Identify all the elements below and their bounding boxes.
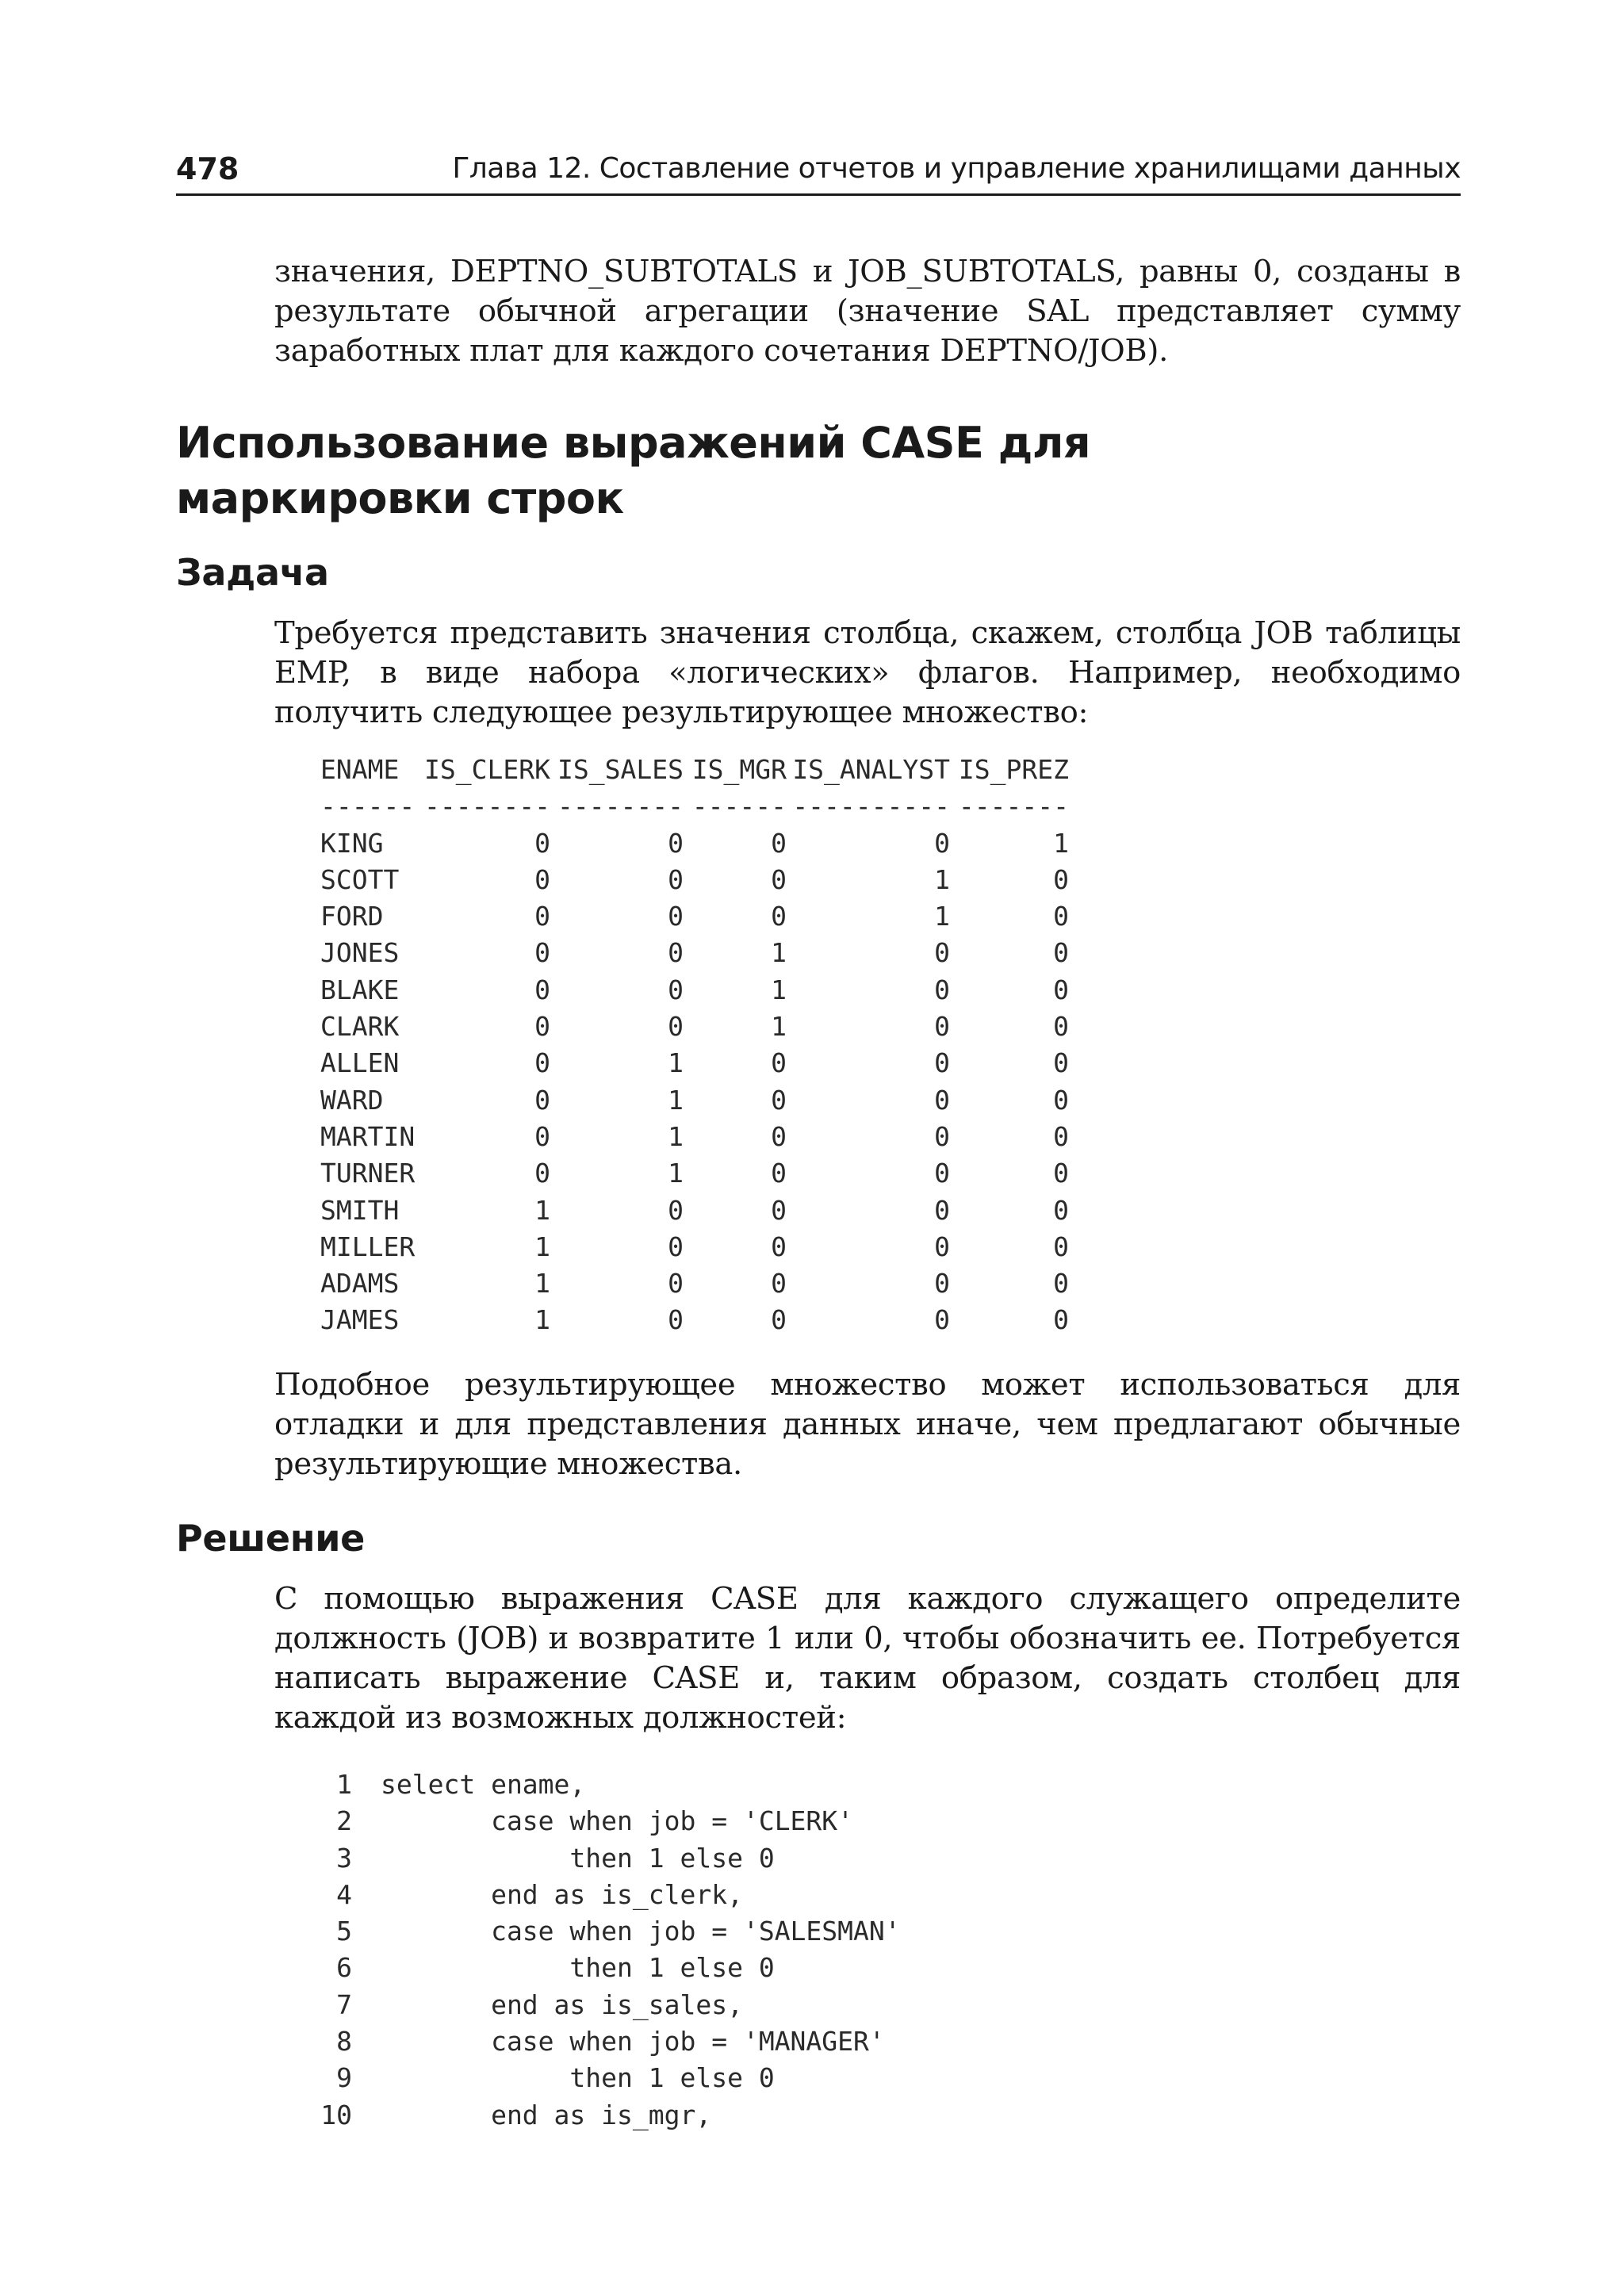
flag-cell: 0	[934, 1304, 950, 1336]
flag-cell: 1	[771, 937, 787, 969]
flag-cell: 0	[934, 1268, 950, 1300]
code-listing	[320, 1767, 1193, 2134]
code-text: case when job = 'SALESMAN'	[381, 1916, 901, 1947]
flag-cell: 0	[668, 974, 684, 1005]
table-row	[320, 972, 1069, 1009]
page-number: 478	[176, 151, 239, 186]
ename-cell: KING	[320, 827, 384, 859]
line-number: 6	[336, 1952, 352, 1984]
flag-cell: 0	[771, 1158, 787, 1189]
result-table-body	[320, 825, 1069, 1339]
flag-cell: 0	[934, 937, 950, 969]
flag-cell: 0	[534, 1084, 550, 1116]
table-row	[320, 825, 1069, 862]
flag-cell: 1	[534, 1231, 550, 1262]
table-row	[320, 1302, 1069, 1338]
flag-cell: 0	[534, 974, 550, 1005]
flag-cell: 0	[1053, 1120, 1069, 1152]
flag-cell: 0	[668, 1231, 684, 1262]
separator: ------	[691, 790, 787, 822]
flag-cell: 0	[934, 1194, 950, 1226]
code-text: case when job = 'MANAGER'	[381, 2026, 885, 2058]
problem-heading: Задача	[176, 551, 329, 594]
code-line	[320, 2097, 1193, 2134]
ename-cell: JONES	[320, 937, 400, 969]
problem-paragraph: Требуется представить значения столбца, скажем, столбца JOB таблицы EMP, в виде набора «логических» флагов. Например, необходимо получить следующее результирующее множество:	[274, 615, 1461, 730]
flag-cell: 0	[668, 1011, 684, 1043]
flag-cell: 0	[771, 863, 787, 895]
flag-cell: 0	[668, 1268, 684, 1300]
table-row	[320, 1045, 1069, 1081]
flag-cell: 0	[934, 1120, 950, 1152]
flag-cell: 0	[934, 974, 950, 1005]
flag-cell: 0	[668, 901, 684, 932]
flag-cell: 1	[534, 1268, 550, 1300]
flag-cell: 0	[771, 901, 787, 932]
flag-cell: 1	[668, 1084, 684, 1116]
code-text: end as is_sales,	[381, 1989, 743, 2020]
page-header	[176, 149, 1461, 196]
flag-cell: 0	[771, 1231, 787, 1262]
followup-paragraph: Подобное результирующее множество может использоваться для отладки и для представления данных иначе, чем предлагают обычные результирующие множества.	[274, 1367, 1461, 1482]
ename-cell: WARD	[320, 1084, 384, 1116]
separator: ----------	[792, 790, 950, 822]
flag-cell: 0	[534, 863, 550, 895]
table-header-row	[320, 752, 1069, 788]
line-number: 2	[336, 1805, 352, 1837]
flag-cell: 0	[771, 1304, 787, 1336]
table-row	[320, 1082, 1069, 1119]
ename-cell: ALLEN	[320, 1047, 400, 1079]
line-number: 4	[336, 1878, 352, 1910]
intro-paragraph: значения, DEPTNO_SUBTOTALS и JOB_SUBTOTALS, равны 0, созданы в результате обычной агрегации (значение SAL представляет сумму заработных плат для каждого сочетания DEPTNO/JOB).	[274, 254, 1461, 369]
code-line	[320, 2023, 1193, 2060]
column-header: IS_SALES	[557, 754, 684, 785]
flag-cell: 0	[934, 1011, 950, 1043]
flag-cell: 0	[771, 1194, 787, 1226]
table-row	[320, 1009, 1069, 1045]
column-header: IS_MGR	[691, 754, 787, 785]
flag-cell: 0	[771, 827, 787, 859]
ename-cell: SMITH	[320, 1194, 400, 1226]
line-number: 10	[320, 2099, 352, 2130]
running-head: Глава 12. Составление отчетов и управление хранилищами данных	[452, 152, 1461, 185]
flag-cell: 0	[934, 1047, 950, 1079]
table-row	[320, 1192, 1069, 1229]
flag-cell: 0	[668, 827, 684, 859]
flag-cell: 1	[668, 1158, 684, 1189]
column-header: IS_ANALYST	[792, 754, 950, 785]
table-row	[320, 862, 1069, 898]
code-text: then 1 else 0	[381, 2062, 775, 2094]
table-row	[320, 1265, 1069, 1302]
ename-cell: BLAKE	[320, 974, 400, 1005]
flag-cell: 0	[534, 1120, 550, 1152]
flag-cell: 1	[534, 1304, 550, 1336]
flag-cell: 0	[1053, 974, 1069, 1005]
flag-cell: 0	[771, 1084, 787, 1116]
flag-cell: 0	[668, 863, 684, 895]
flag-cell: 0	[1053, 863, 1069, 895]
separator: --------	[424, 790, 550, 822]
flag-cell: 0	[771, 1268, 787, 1300]
flag-cell: 1	[934, 901, 950, 932]
flag-cell: 0	[534, 901, 550, 932]
ename-cell: SCOTT	[320, 863, 400, 895]
ename-cell: MILLER	[320, 1231, 416, 1262]
flag-cell: 1	[771, 974, 787, 1005]
line-number: 9	[336, 2062, 352, 2094]
section-title: Использование выражений CASE для маркировки строк	[176, 418, 1091, 523]
code-line	[320, 1877, 1193, 1913]
flag-cell: 0	[1053, 937, 1069, 969]
flag-cell: 1	[934, 863, 950, 895]
flag-cell: 0	[668, 1304, 684, 1336]
flag-cell: 0	[1053, 1194, 1069, 1226]
table-row	[320, 898, 1069, 935]
separator: ------	[320, 790, 416, 822]
flag-cell: 1	[1053, 827, 1069, 859]
flag-cell: 0	[1053, 1304, 1069, 1336]
line-number: 5	[336, 1916, 352, 1947]
code-line	[320, 1840, 1193, 1877]
line-number: 8	[336, 2026, 352, 2058]
code-line	[320, 1987, 1193, 2023]
flag-cell: 0	[1053, 1158, 1069, 1189]
code-line	[320, 1950, 1193, 1986]
solution-heading: Решение	[176, 1517, 366, 1560]
flag-cell: 0	[1053, 1231, 1069, 1262]
flag-cell: 0	[1053, 1268, 1069, 1300]
code-text: then 1 else 0	[381, 1952, 775, 1984]
flag-cell: 1	[668, 1120, 684, 1152]
column-header: IS_CLERK	[424, 754, 550, 785]
flag-cell: 1	[771, 1011, 787, 1043]
flag-cell: 0	[1053, 1011, 1069, 1043]
flag-cell: 0	[771, 1120, 787, 1152]
table-row	[320, 935, 1069, 971]
ename-cell: MARTIN	[320, 1120, 416, 1152]
solution-paragraph: С помощью выражения CASE для каждого служащего определите должность (JOB) и возвратите 1 или 0, чтобы обозначить ее. Потребуется написать выражение CASE и, таким образом, создать столбец для каждой из возможных должностей:	[274, 1581, 1461, 1736]
line-number: 3	[336, 1842, 352, 1874]
separator: -------	[958, 790, 1069, 822]
column-header: ENAME	[320, 754, 400, 785]
table-row	[320, 1119, 1069, 1155]
table-row	[320, 1155, 1069, 1192]
code-line	[320, 1767, 1193, 1803]
code-text: then 1 else 0	[381, 1842, 775, 1874]
table-separator-row	[320, 788, 1069, 825]
flag-cell: 0	[934, 1158, 950, 1189]
code-line	[320, 1803, 1193, 1839]
ename-cell: JAMES	[320, 1304, 400, 1336]
line-number: 1	[336, 1769, 352, 1800]
line-number: 7	[336, 1989, 352, 2020]
result-table	[320, 752, 1069, 1339]
flag-cell: 0	[771, 1047, 787, 1079]
flag-cell: 1	[668, 1047, 684, 1079]
flag-cell: 0	[534, 1011, 550, 1043]
code-line	[320, 2060, 1193, 2096]
ename-cell: FORD	[320, 901, 384, 932]
column-header: IS_PREZ	[958, 754, 1069, 785]
flag-cell: 0	[934, 1084, 950, 1116]
flag-cell: 0	[534, 937, 550, 969]
flag-cell: 0	[1053, 1084, 1069, 1116]
code-text: select ename,	[381, 1769, 586, 1800]
flag-cell: 0	[1053, 901, 1069, 932]
ename-cell: TURNER	[320, 1158, 416, 1189]
flag-cell: 0	[534, 827, 550, 859]
flag-cell: 0	[1053, 1047, 1069, 1079]
code-text: case when job = 'CLERK'	[381, 1805, 854, 1837]
flag-cell: 0	[534, 1158, 550, 1189]
table-row	[320, 1229, 1069, 1265]
flag-cell: 0	[934, 1231, 950, 1262]
code-line	[320, 1913, 1193, 1950]
flag-cell: 0	[934, 827, 950, 859]
ename-cell: ADAMS	[320, 1268, 400, 1300]
ename-cell: CLARK	[320, 1011, 400, 1043]
flag-cell: 0	[668, 1194, 684, 1226]
flag-cell: 0	[534, 1047, 550, 1079]
separator: --------	[557, 790, 684, 822]
code-text: end as is_mgr,	[381, 2099, 712, 2130]
flag-cell: 0	[668, 937, 684, 969]
code-text: end as is_clerk,	[381, 1878, 743, 1910]
flag-cell: 1	[534, 1194, 550, 1226]
